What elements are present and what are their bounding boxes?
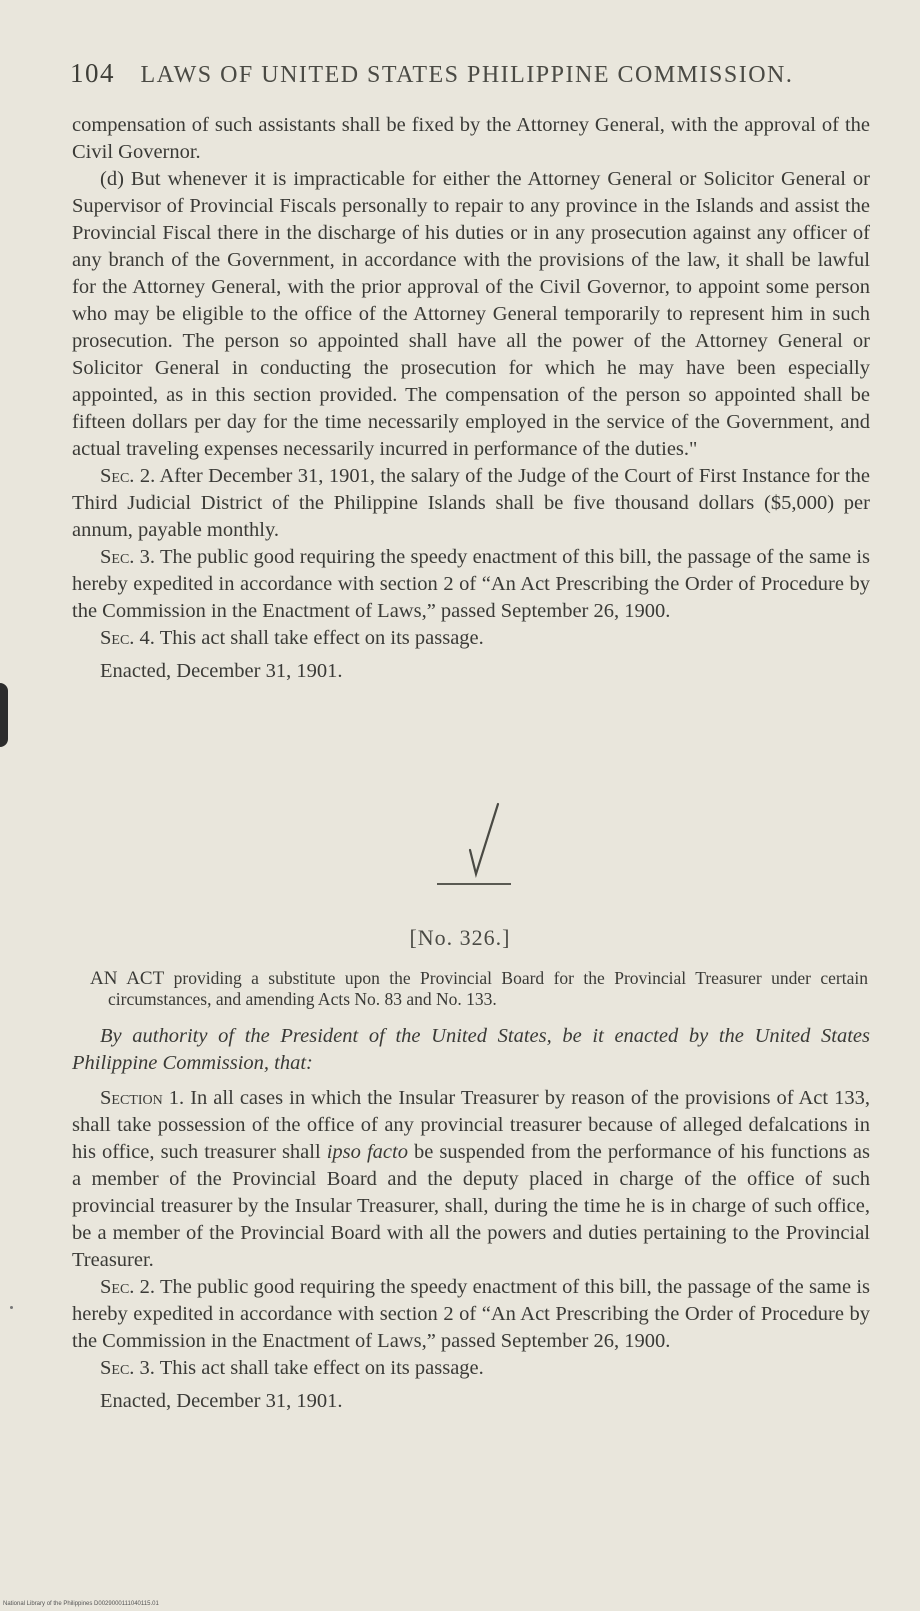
prev-enacted-date: Enacted, December 31, 1901.: [100, 660, 343, 682]
section-label: Sec. 4.: [100, 627, 155, 649]
act-title-lead: AN ACT: [90, 968, 165, 989]
section-text: After December 31, 1901, the salary of the Judge of the Court of First Instance for the Third Judicial District of the Philippine Islands shall be five thousand dollars ($5,000) per annum, payable monthly.: [72, 465, 870, 541]
section-label: Section 1.: [100, 1087, 185, 1109]
library-watermark: National Library of the Philippines D0029000111040115.01: [3, 1601, 159, 1607]
act-enacted-date: Enacted, December 31, 1901.: [100, 1390, 343, 1412]
act-326-body: [72, 1023, 870, 1415]
section-latin-phrase: ipso facto: [326, 1141, 408, 1163]
enacting-clause: By authority of the President of the United States, be it enacted by the United States Philippine Commission, that:: [72, 1025, 870, 1074]
running-title: LAWS OF UNITED STATES PHILIPPINE COMMISSION.: [140, 62, 794, 88]
act-section-1: [72, 1085, 870, 1274]
page-header: [70, 58, 870, 89]
prev-section-2: [72, 463, 870, 544]
section-label: Sec. 3.: [100, 546, 156, 568]
section-text-a: In all cases in which the Insular Treasurer by reason of the provisions of Act 133, shall take possession of the office of any provincial treasurer because of alleged defalcations in his office, such treasurer shall: [72, 1087, 870, 1163]
prev-paragraph-1: compensation of such assistants shall be fixed by the Attorney General, with the approval of the Civil Governor.: [72, 114, 870, 163]
act-section-2: [72, 1274, 870, 1355]
section-divider: [437, 883, 511, 885]
section-label: Sec. 2.: [100, 465, 156, 487]
previous-act-continuation: [72, 112, 870, 685]
act-title-block: [90, 968, 868, 1010]
act-section-3: [72, 1355, 870, 1382]
prev-paragraph-d: (d) But whenever it is impracticable for either the Attorney General or Solicitor General or Supervisor of Provincial Fiscals personally to repair to any province in the Islands and assist the Provincial Fiscal there in the discharge of his duties or in any prosecution against any officer of any branch of the Government, in accordance with the provisions of the law, it shall be lawful for the Attorney General, with the prior approval of the Civil Governor, to appoint some person who may be eligible to the office of the Attorney General temporarily to represent him in such prosecution. The person so appointed shall have all the power of the Attorney General or Solicitor General in conducting the prosecution for which he may have been especially appointed, as in this section provided. The compensation of the person so appointed shall be fifteen dollars per day for the time necessarily employed in the service of the Government, and actual traveling expenses necessarily incurred in performance of the duties.": [72, 168, 870, 460]
page-number: 104: [70, 58, 115, 88]
section-text: The public good requiring the speedy enactment of this bill, the passage of the same is hereby expedited in accordance with section 2 of “An Act Prescribing the Order of Procedure by the Commission in the Enactment of Laws,” passed September 26, 1900.: [72, 546, 870, 622]
scan-speck: [10, 1306, 13, 1309]
prev-section-4: [72, 625, 870, 652]
section-text: The public good requiring the speedy enactment of this bill, the passage of the same is hereby expedited in accordance with section 2 of “An Act Prescribing the Order of Procedure by the Commission in the Enactment of Laws,” passed September 26, 1900.: [72, 1276, 870, 1352]
act-number: [No. 326.]: [409, 925, 511, 950]
section-text: This act shall take effect on its passage.: [159, 1357, 484, 1379]
section-label: Sec. 3.: [100, 1357, 155, 1379]
section-text: This act shall take effect on its passage.: [159, 627, 484, 649]
act-title: [90, 968, 868, 1010]
act-title-text: providing a substitute upon the Provincial Board for the Provincial Treasurer under certain circumstances, and amending Acts No. 83 and No. 133.: [108, 968, 868, 1009]
prev-section-3: [72, 544, 870, 625]
handwritten-check-mark: [462, 800, 512, 880]
section-label: Sec. 2.: [100, 1276, 156, 1298]
section-text-b: be suspended from the performance of his functions as a member of the Provincial Board and the deputy placed in charge of the office of such provincial treasurer by the Insular Treasurer, shall, during the time he is in charge of such office, be a member of the Provincial Board with all the powers and duties pertaining to the Provincial Treasurer.: [72, 1141, 871, 1271]
scan-edge-mark: [0, 683, 8, 747]
